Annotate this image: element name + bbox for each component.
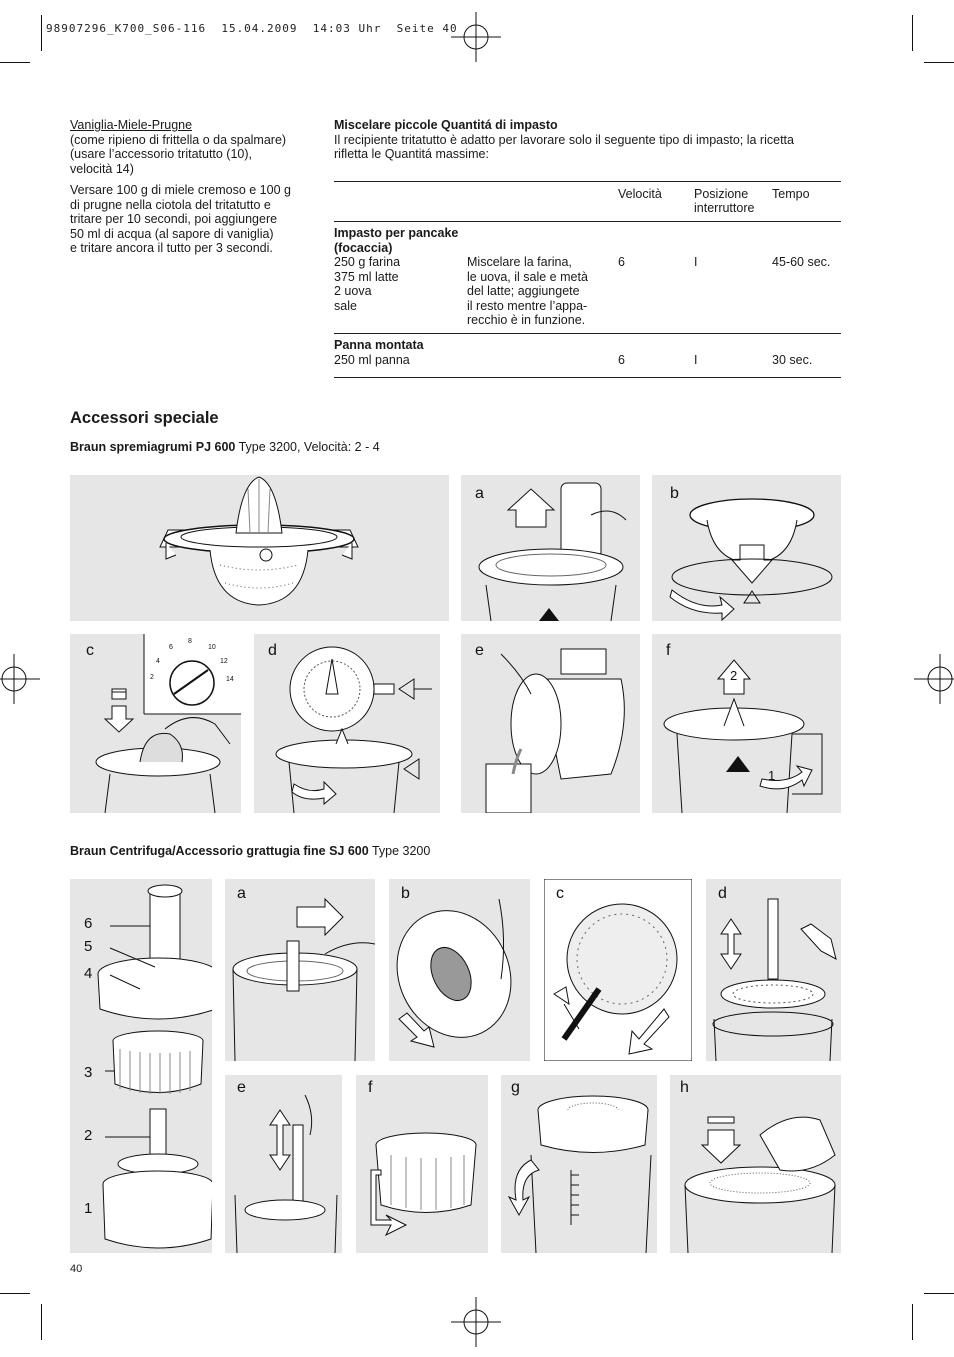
part-number: 1 [84,1200,93,1217]
panel-label: a [237,885,246,902]
registration-mark-bottom [451,1297,501,1347]
dough-intro: Il recipiente tritatutto è adatto per lavorare solo il seguente tipo di impasto; la ricetta [334,133,794,147]
panel-label: g [511,1079,520,1096]
crop-mark [924,1293,954,1294]
part-number: 3 [84,1064,93,1081]
panel-label: d [268,642,277,659]
ingredient: 250 g farina [334,255,401,269]
ingredient: sale [334,299,357,313]
pj600-step-d-illustration [254,634,440,813]
panel-label: b [670,485,679,502]
speed-value: 6 [618,255,625,269]
header-time: Tempo [772,187,810,201]
header-speed: Velocità [618,187,662,201]
recipe-line: velocità 14) [70,162,134,176]
recipe-para-line: tritare per 10 secondi, poi aggiungere [70,212,278,226]
dial-tick: 8 [188,638,192,645]
sj600-step-h-illustration [670,1075,841,1253]
panel-label: f [368,1079,373,1096]
switch-value: I [694,255,698,269]
pj600-step-f-illustration [652,634,841,813]
sj600-step-f-illustration [356,1075,488,1253]
pj600-subtitle [70,440,380,455]
table-rule [334,221,841,222]
header-switch: Posizione [694,187,749,201]
page-number: 40 [70,1263,83,1275]
sj600-subtitle [70,844,430,859]
part-number: 5 [84,938,93,955]
pj600-step-c-illustration [70,634,241,813]
sj600-step-e-illustration [225,1075,342,1253]
pj600-type: Type 3200, Velocità: 2 - 4 [235,440,380,454]
row-title: Impasto per pancake [334,226,459,240]
method-line: il resto mentre l’appa- [467,299,588,313]
speed-value: 6 [618,353,625,367]
sj600-exploded-view-illustration [70,879,212,1253]
pj600-overview-illustration [70,475,449,621]
dough-intro: rifletta le Quantitá massime: [334,147,489,161]
crop-mark [912,1304,913,1340]
pj600-step-b-illustration [652,475,841,621]
part-number: 6 [84,915,93,932]
table-rule [334,377,841,378]
dial-tick: 6 [169,644,173,651]
registration-mark-top [451,12,501,62]
recipe-line: (usare l’accessorio tritatutto (10), [70,147,253,161]
method-line: del latte; aggiungete [467,284,580,298]
table-rule [334,333,841,334]
dial-tick: 2 [150,674,154,681]
sj600-step-a-illustration [225,879,375,1061]
sj600-step-d-illustration [706,879,841,1061]
row-title: Panna montata [334,338,424,352]
method-line: Miscelare la farina, [467,255,572,269]
time-value: 45-60 sec. [772,255,831,269]
section-title: Accessori speciale [70,409,219,427]
recipe-para-line: e tritare ancora il tutto per 3 secondi. [70,241,273,255]
dial-tick: 4 [156,658,160,665]
panel-label: c [86,642,94,659]
row-title: (focaccia) [334,241,393,255]
panel-label: d [718,885,727,902]
pj600-step-e-illustration [461,634,640,813]
sj600-name: Braun Centrifuga/Accessorio grattugia fine SJ 600 [70,844,369,858]
recipe-para-line: Versare 100 g di miele cremoso e 100 g [70,183,291,197]
header-switch: interruttore [694,201,755,215]
dial-tick: 10 [208,644,216,651]
method-line: le uova, il sale e metà [467,270,588,284]
registration-mark-left [0,654,40,704]
print-header: 98907296_K700_S06-116 15.04.2009 14:03 Uhr Seite 40 [46,22,458,35]
switch-value: I [694,353,698,367]
pj600-step-a-illustration [461,475,640,621]
crop-mark [41,15,42,51]
panel-label: e [475,642,484,659]
ingredient: 250 ml panna [334,353,410,367]
dough-title: Miscelare piccole Quantitá di impasto [334,118,558,132]
method-line: recchio è in funzione. [467,313,586,327]
panel-label: h [680,1079,689,1096]
panel-label: c [556,885,564,902]
dial-tick: 12 [220,658,228,665]
sj600-step-b-illustration [389,879,530,1061]
crop-mark [912,15,913,51]
panel-label: e [237,1079,246,1096]
crop-mark [0,62,30,63]
recipe-title: Vaniglia-Miele-Prugne [70,118,193,132]
recipe-para-line: 50 ml di acqua (al sapore di vaniglia) [70,227,274,241]
crop-mark [0,1293,30,1294]
part-number: 4 [84,965,93,982]
arrow-number: 1 [768,768,776,783]
dial-tick: 14 [226,676,234,683]
sj600-step-c-illustration [544,879,692,1061]
panel-label: a [475,485,484,502]
time-value: 30 sec. [772,353,813,367]
panel-label: b [401,885,410,902]
sj600-type: Type 3200 [368,844,431,858]
recipe-line: (come ripieno di frittella o da spalmare) [70,133,287,147]
crop-mark [924,62,954,63]
registration-mark-right [914,654,954,704]
table-rule [334,181,841,182]
pj600-name: Braun spremiagrumi PJ 600 [70,440,236,454]
ingredient: 375 ml latte [334,270,399,284]
panel-label: f [666,642,671,659]
ingredient: 2 uova [334,284,372,298]
crop-mark [41,1304,42,1340]
part-number: 2 [84,1127,93,1144]
sj600-step-g-illustration [501,1075,657,1253]
arrow-number: 2 [730,668,738,683]
recipe-para-line: di prugne nella ciotola del tritatutto e [70,198,271,212]
